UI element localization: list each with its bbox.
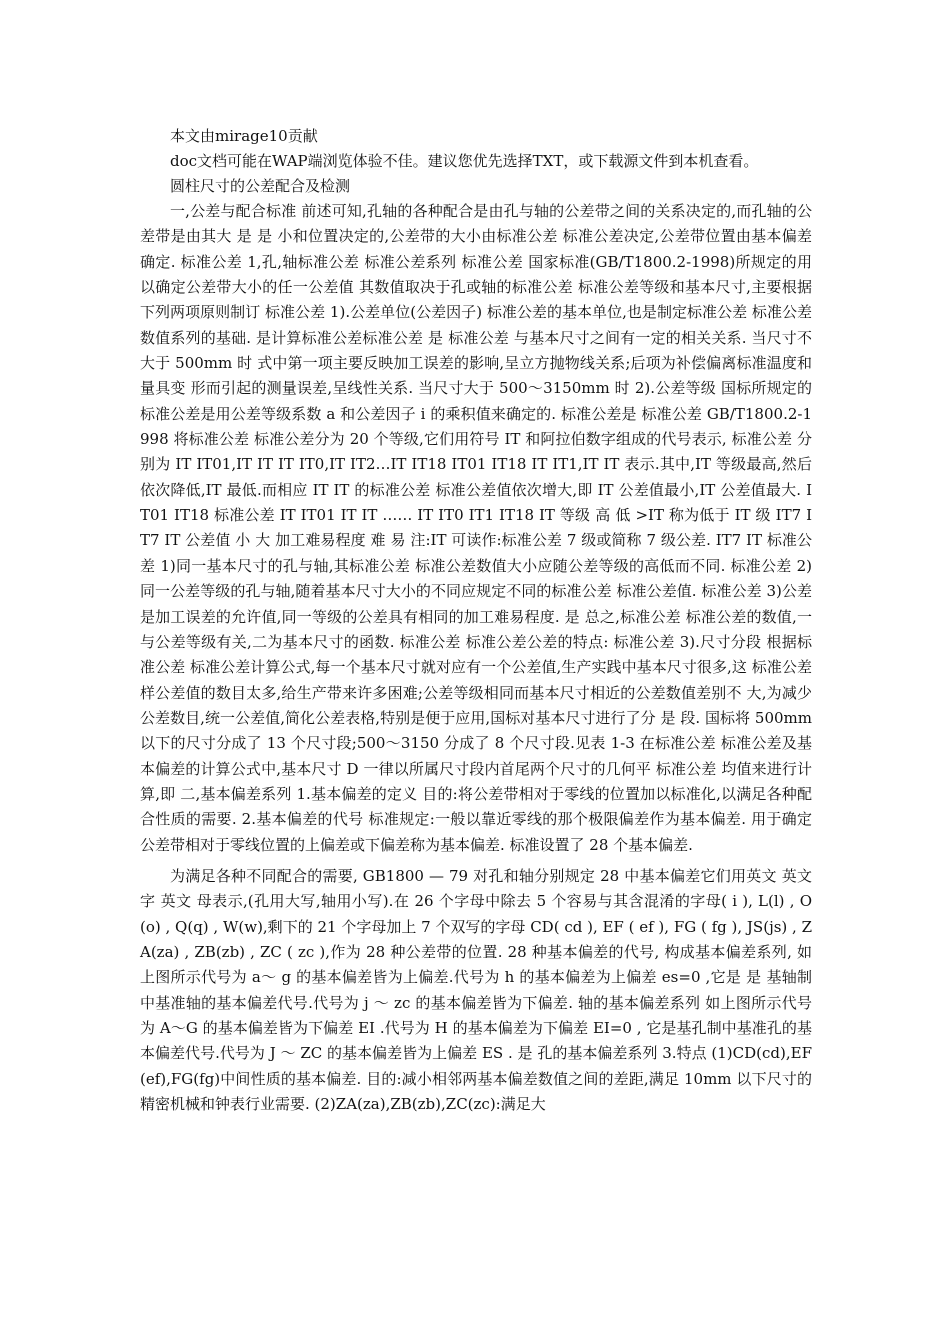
- format-notice: doc文档可能在WAP端浏览体验不佳。建议您优先选择TXT，或下载源文件到本机查看。: [170, 152, 759, 170]
- body-paragraph: 为满足各种不同配合的需要, GB1800 — 79 对孔和轴分别规定 28 中基本偏差它们用英文 英文字 英文 母表示,(孔用大写,轴用小写).在 26 个字母中除去 5 个容易与其含混淆的字母( i ), L(l) , O(o) , Q(q) , W(w),剩下的 21 个字母加上 7 个双写的字母 CD( cd ), EF ( ef ), FG ( fg ), JS(js) , ZA(za) , ZB(zb) , ZC ( zc ),作为 28 种公差带的位置. 28 种基本偏差的代号, 构成基本偏差系列, 如上图所示代号为 a～ g 的基本偏差皆为上偏差.代号为 h 的基本偏差为上偏差 es=0 ,它是 是 基轴制中基准轴的基本偏差代号.代号为 j ～ zc 的基本偏差皆为下偏差. 轴的基本偏差系列 如上图所示代号为 A～G 的基本偏差皆为下偏差 EI .代号为 H 的基本偏差为下偏差 EI=0 , 它是基孔制中基准孔的基本偏差代号.代号为 J ～ ZC 的基本偏差皆为上偏差 ES . 是 孔的基本偏差系列 3.特点 (1)CD(cd),EF(ef),FG(fg)中间性质的基本偏差. 目的:减小相邻两基本偏差数值之间的差距,满足 10mm 以下尺寸的精密机械和钟表行业需要. (2)ZA(za),ZB(zb),ZC(zc):满足大: [140, 866, 812, 1114]
- contributor-line: 本文由mirage10贡献: [170, 127, 318, 145]
- document-page: [140, 124, 812, 1117]
- body-paragraph: 一,公差与配合标准 前述可知,孔轴的各种配合是由孔与轴的公差带之间的关系决定的,而孔轴的公差带是由其大 是 是 小和位置决定的,公差带的大小由标准公差 标准公差决定,公差带位置由基本偏差确定. 标准公差 1,孔,轴标准公差 标准公差系列 标准公差 国家标准(GB/T1800.2-1998)所规定的用以确定公差带大小的任一公差值 其数值取决于孔或轴的标准公差 标准公差等级和基本尺寸,主要根据下列两项原则制订 标准公差 1).公差单位(公差因子) 标准公差的基本单位,也是制定标准公差 标准公差数值系列的基础. 是计算标准公差标准公差 是 标准公差 与基本尺寸之间有一定的相关关系. 当尺寸不大于 500mm 时 式中第一项主要反映加工误差的影响,呈立方抛物线关系;后项为补偿偏离标准温度和量具变 形而引起的测量误差,呈线性关系. 当尺寸大于 500～3150mm 时 2).公差等级 国标所规定的标准公差是用公差等级系数 a 和公差因子 i 的乘积值来确定的. 标准公差是 标准公差 GB/T1800.2-1998 将标准公差 标准公差分为 20 个等级,它们用符号 IT 和阿拉伯数字组成的代号表示, 标准公差 分别为 IT IT01,IT IT IT IT0,IT IT2…IT IT18 IT01 IT18 IT IT1,IT IT 表示.其中,IT 等级最高,然后依次降低,IT 最低.而相应 IT IT 的标准公差 标准公差值依次增大,即 IT 公差值最小,IT 公差值最大. IT01 IT18 标准公差 IT IT01 IT IT …… IT IT0 IT1 IT18 IT 等级 高 低 >IT 称为低于 IT 级 IT7 IT7 IT 公差值 小 大 加工难易程度 难 易 注:IT 可读作:标准公差 7 级或简称 7 级公差. IT7 IT 标准公差 1)同一基本尺寸的孔与轴,其标准公差 标准公差数值大小应随公差等级的高低而不同. 标准公差 2)同一公差等级的孔与轴,随着基本尺寸大小的不同应规定不同的标准公差 标准公差值. 标准公差 3)公差是加工误差的允许值,同一等级的公差具有相同的加工难易程度. 是 总之,标准公差 标准公差的数值,一与公差等级有关,二为基本尺寸的函数. 标准公差 标准公差公差的特点: 标准公差 3).尺寸分段 根据标准公差 标准公差计算公式,每一个基本尺寸就对应有一个公差值,生产实践中基本尺寸很多,这 标准公差 样公差值的数目太多,给生产带来许多困难;公差等级相同而基本尺寸相近的公差数值差别不 大,为减少公差数目,统一公差值,简化公差表格,特别是便于应用,国标对基本尺寸进行了分 是 段. 国标将 500mm 以下的尺寸分成了 13 个尺寸段;500～3150 分成了 8 个尺寸段.见表 1-3 在标准公差 标准公差及基本偏差的计算公式中,基本尺寸 D 一律以所属尺寸段内首尾两个尺寸的几何平 标准公差 均值来进行计算,即 二,基本偏差系列 1.基本偏差的定义 目的:将公差带相对于零线的位置加以标准化,以满足各种配合性质的需要. 2.基本偏差的代号 标准规定:一般以靠近零线的那个极限偏差作为基本偏差. 用于确定公差带相对于零线位置的上偏差或下偏差称为基本偏差. 标准设置了 28 个基本偏差.: [140, 202, 812, 854]
- document-title: 圆柱尺寸的公差配合及检测: [170, 177, 351, 195]
